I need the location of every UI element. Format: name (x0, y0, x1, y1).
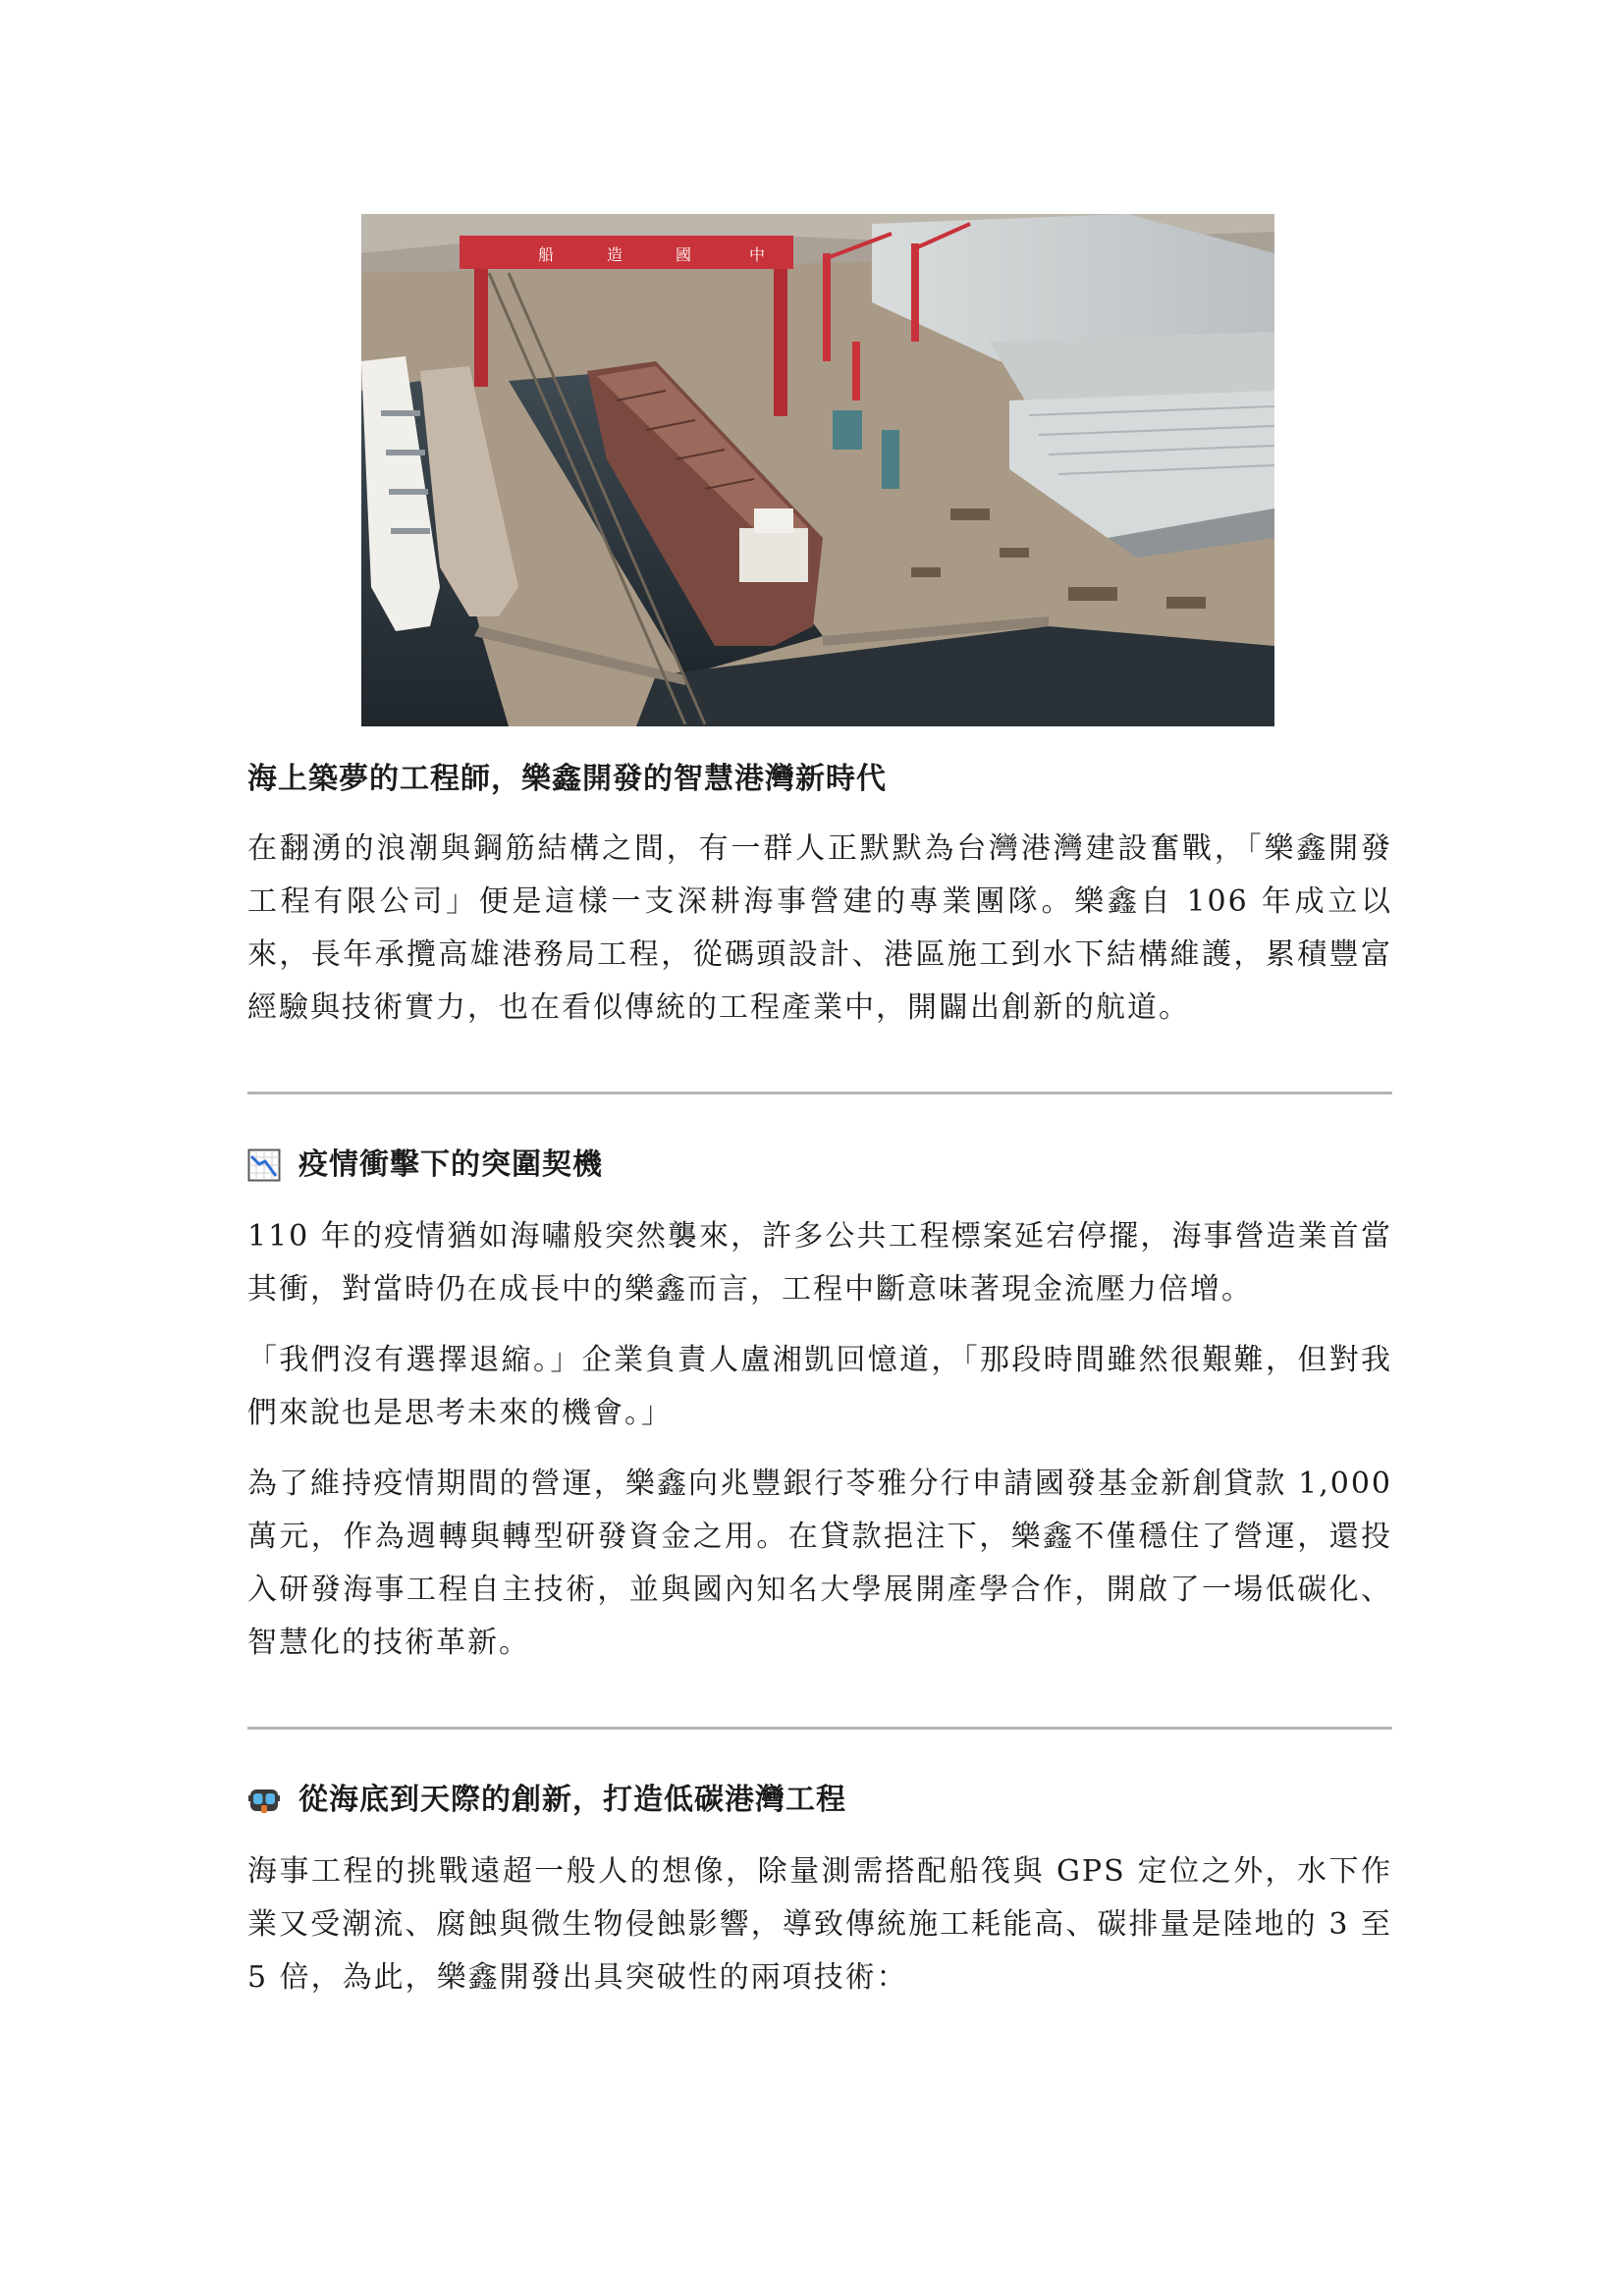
article-title: 海上築夢的工程師，樂鑫開發的智慧港灣新時代 (247, 762, 887, 796)
section-2-header (247, 1781, 1392, 1820)
section-1-paragraph-2: 「我們沒有選擇退縮。」企業負責人盧湘凱回憶道，「那段時間雖然很艱難，但對我們來說也是思考未來的機會。」 (247, 1343, 1392, 1430)
chart-decreasing-icon (247, 1148, 281, 1182)
section-divider (247, 1092, 1392, 1095)
intro-paragraph: 在翻湧的浪潮與鋼筋結構之間，有一群人正默默為台灣港灣建設奮戰，「樂鑫開發工程有限公司」便是這樣一支深耕海事營建的專業團隊。樂鑫自 106 年成立以來，長年承攬高雄港務局工程，從碼頭設計、港區施工到水下結構維護，累積豐富經驗與技術實力，也在看似傳統的工程產業中，開闢出創新的航道。 (247, 831, 1392, 1025)
gantry-text-2: 造 (607, 245, 623, 264)
gantry-text-3: 國 (676, 245, 692, 264)
section-2-paragraph-1: 海事工程的挑戰遠超一般人的想像，除量測需搭配船筏與 GPS 定位之外，水下作業又受潮流、腐蝕與微生物侵蝕影響，導致傳統施工耗能高、碳排量是陸地的 3 至 5 倍，為此，樂鑫開發出具突破性的兩項技術： (247, 1854, 1392, 1995)
gantry-text-4: 中 (749, 245, 766, 264)
section-1-header (247, 1146, 1392, 1185)
diving-mask-icon (247, 1784, 281, 1817)
article (247, 758, 1392, 2022)
gantry-text-1: 船 (538, 245, 555, 264)
section-1-paragraph-1: 110 年的疫情猶如海嘯般突然襲來，許多公共工程標案延宕停擺，海事營造業首當其衝，對當時仍在成長中的樂鑫而言，工程中斷意味著現金流壓力倍增。 (247, 1219, 1392, 1307)
section-divider (247, 1727, 1392, 1730)
shipyard-photo (361, 214, 1274, 726)
section-2-heading: 從海底到天際的創新，打造低碳港灣工程 (298, 1783, 846, 1817)
section-1-heading: 疫情衝擊下的突圍契機 (298, 1148, 603, 1182)
section-1-paragraph-3: 為了維持疫情期間的營運，樂鑫向兆豐銀行苓雅分行申請國發基金新創貸款 1,000 萬元，作為週轉與轉型研發資金之用。在貸款挹注下，樂鑫不僅穩住了營運，還投入研發海事工程自主技術，並與國內知名大學展開產學合作，開啟了一場低碳化、智慧化的技術革新。 (247, 1467, 1392, 1660)
